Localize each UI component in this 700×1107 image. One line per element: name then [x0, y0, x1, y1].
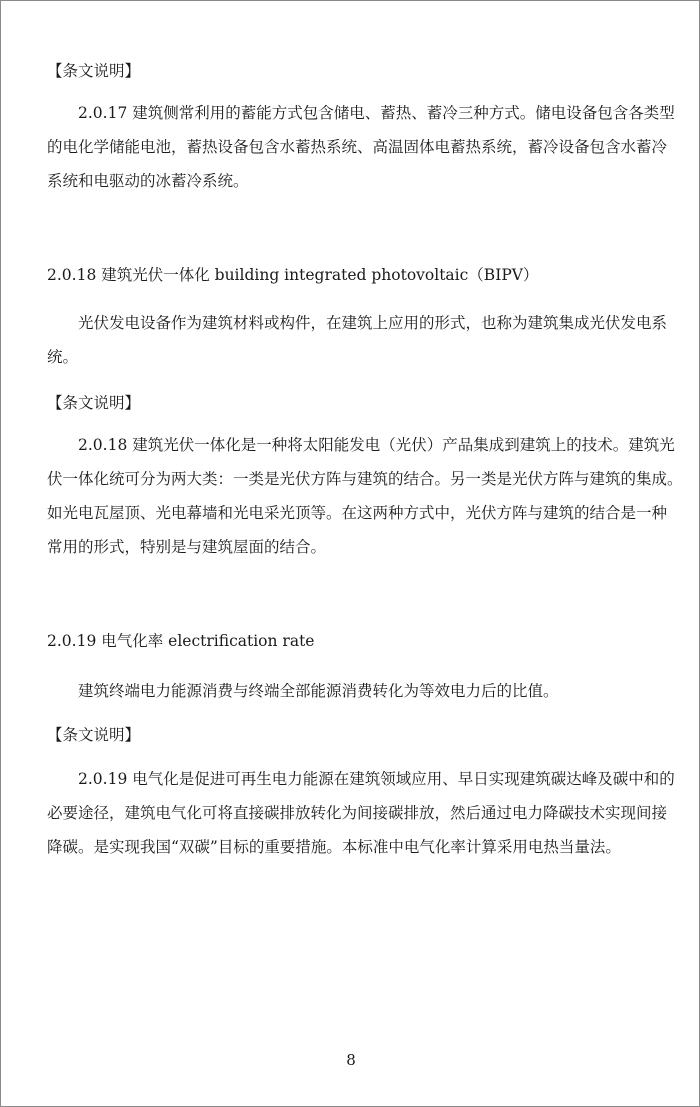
- clause-note-label: 【条文说明】: [47, 394, 141, 412]
- note-2018-line-4: 常用的形式，特别是与建筑屋面的结合。: [47, 538, 327, 556]
- definition-2019-line-1: 建筑终端电力能源消费与终端全部能源消费转化为等效电力后的比值。: [78, 682, 559, 700]
- note-2018-line-3: 如光电瓦屋顶、光电幕墙和光电采光顶等。在这两种方式中，光伏方阵与建筑的结合是一种: [47, 504, 668, 522]
- term-heading-2018: 2.0.18 建筑光伏一体化 building integrated photovoltaic（BIPV）: [47, 266, 539, 284]
- note-2019-line-1: 2.0.19 电气化是促进可再生电力能源在建筑领域应用、早日实现建筑碳达峰及碳中和的: [78, 770, 675, 788]
- note-2017-line-1: 2.0.17 建筑侧常利用的蓄能方式包含储电、蓄热、蓄冷三种方式。储电设备包含各类型: [78, 104, 675, 122]
- clause-note-2017: [47, 96, 675, 198]
- term-definition-2019: [47, 674, 659, 708]
- definition-2018-line-1: 光伏发电设备作为建筑材料或构件，在建筑上应用的形式，也称为建筑集成光伏发电系: [78, 314, 668, 332]
- clause-note-label: 【条文说明】: [47, 726, 141, 744]
- term-heading-2019: 2.0.19 电气化率 electrification rate: [47, 632, 315, 650]
- note-2019-line-3: 降碳。是实现我国“双碳”目标的重要措施。本标准中电气化率计算采用电热当量法。: [47, 838, 621, 856]
- clause-note-2019: [47, 762, 675, 864]
- term-definition-2018: [47, 306, 668, 374]
- note-2018-line-1: 2.0.18 建筑光伏一体化是一种将太阳能发电（光伏）产品集成到建筑上的技术。建筑光: [78, 436, 675, 454]
- definition-2018-line-2: 统。: [47, 348, 79, 366]
- page-number: 8: [346, 1051, 356, 1069]
- note-2017-line-2: 的电化学储能电池，蓄热设备包含水蓄热系统、高温固体电蓄热系统，蓄冷设备包含水蓄冷: [47, 138, 668, 156]
- note-2017-line-3: 系统和电驱动的冰蓄冷系统。: [47, 172, 249, 190]
- note-2019-line-2: 必要途径，建筑电气化可将直接碳排放转化为间接碳排放，然后通过电力降碳技术实现间接: [47, 804, 668, 822]
- clause-note-label: 【条文说明】: [47, 62, 141, 80]
- note-2018-line-2: 伏一体化统可分为两大类：一类是光伏方阵与建筑的结合。另一类是光伏方阵与建筑的集成。: [47, 470, 683, 488]
- clause-note-2018: [47, 428, 683, 564]
